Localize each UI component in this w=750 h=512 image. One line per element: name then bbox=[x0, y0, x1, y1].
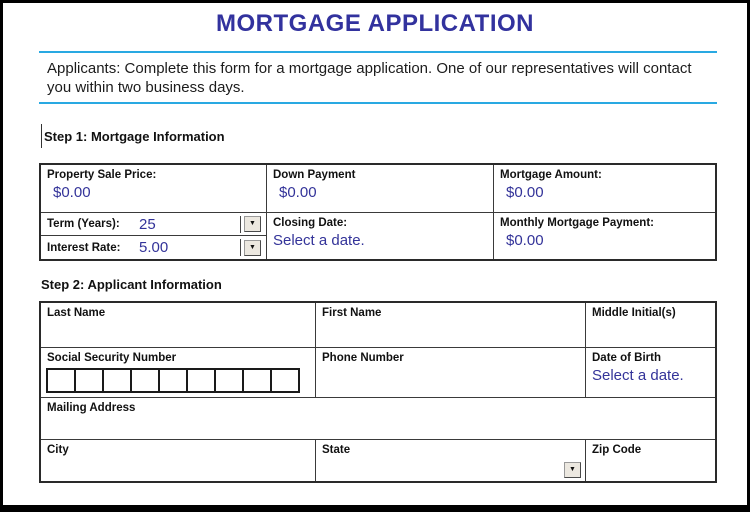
state-label: State bbox=[322, 444, 351, 456]
zip-code-field[interactable] bbox=[585, 439, 715, 481]
ssn-box[interactable] bbox=[46, 368, 76, 393]
ssn-box[interactable] bbox=[214, 368, 244, 393]
monthly-mortgage-payment-label: Monthly Mortgage Payment: bbox=[500, 217, 654, 229]
ssn-box[interactable] bbox=[242, 368, 272, 393]
middle-initials-label: Middle Initial(s) bbox=[592, 307, 676, 319]
ssn-label: Social Security Number bbox=[47, 352, 177, 364]
divider-rule-bottom bbox=[39, 102, 717, 104]
city-field[interactable] bbox=[41, 439, 315, 481]
combo-separator bbox=[240, 216, 241, 233]
step2-heading bbox=[41, 277, 747, 292]
ssn-field bbox=[41, 347, 315, 397]
ssn-box[interactable] bbox=[74, 368, 104, 393]
monthly-mortgage-payment-value[interactable]: $0.00 bbox=[506, 232, 544, 249]
divider-rule-top bbox=[39, 51, 717, 53]
applicant-info-table bbox=[39, 301, 717, 483]
step1-heading bbox=[41, 124, 747, 148]
zip-code-label: Zip Code bbox=[592, 444, 642, 456]
field-mortgage-amount bbox=[493, 165, 715, 212]
property-sale-price-label: Property Sale Price: bbox=[47, 169, 157, 181]
term-years-combo[interactable] bbox=[240, 216, 261, 233]
step2-heading-label: Step 2: Applicant Information bbox=[41, 277, 222, 292]
ssn-box[interactable] bbox=[130, 368, 160, 393]
dropdown-arrow-icon[interactable]: ▼ bbox=[564, 462, 581, 478]
closing-date-label: Closing Date: bbox=[273, 217, 348, 229]
field-closing-date bbox=[266, 212, 493, 259]
state-field[interactable] bbox=[315, 439, 585, 481]
phone-number-field[interactable] bbox=[315, 347, 585, 397]
property-sale-price-value[interactable]: $0.00 bbox=[53, 184, 91, 201]
mortgage-info-table bbox=[39, 163, 717, 261]
date-of-birth-field bbox=[585, 347, 715, 397]
last-name-label: Last Name bbox=[47, 307, 106, 319]
page-title: MORTGAGE APPLICATION bbox=[216, 10, 534, 37]
field-interest-rate bbox=[41, 235, 266, 259]
field-monthly-mortgage-payment bbox=[493, 212, 715, 259]
date-of-birth-value[interactable]: Select a date. bbox=[592, 367, 684, 384]
instructions-text: Applicants: Complete this form for a mortgage application. One of our representatives will contact you within two business days. bbox=[47, 60, 692, 96]
combo-separator bbox=[240, 239, 241, 256]
term-years-value[interactable]: 25 bbox=[139, 215, 156, 233]
ssn-box[interactable] bbox=[270, 368, 300, 393]
first-name-field[interactable] bbox=[315, 303, 585, 347]
field-term-years bbox=[41, 212, 266, 235]
term-years-label: Term (Years): bbox=[47, 218, 120, 230]
interest-rate-combo[interactable] bbox=[240, 239, 261, 256]
ssn-box[interactable] bbox=[186, 368, 216, 393]
dropdown-arrow-icon[interactable]: ▼ bbox=[244, 240, 261, 256]
first-name-label: First Name bbox=[322, 307, 382, 319]
mailing-address-label: Mailing Address bbox=[47, 402, 136, 414]
down-payment-value[interactable]: $0.00 bbox=[279, 184, 317, 201]
dropdown-arrow-icon[interactable]: ▼ bbox=[244, 216, 261, 232]
field-down-payment bbox=[266, 165, 493, 212]
mortgage-amount-value[interactable]: $0.00 bbox=[506, 184, 544, 201]
middle-initials-field[interactable] bbox=[585, 303, 715, 347]
down-payment-label: Down Payment bbox=[273, 169, 356, 181]
last-name-field[interactable] bbox=[41, 303, 315, 347]
ssn-comb bbox=[46, 368, 309, 393]
step1-heading-label: Step 1: Mortgage Information bbox=[44, 128, 225, 144]
ssn-box[interactable] bbox=[102, 368, 132, 393]
ssn-box[interactable] bbox=[158, 368, 188, 393]
mailing-address-field[interactable] bbox=[41, 397, 715, 439]
closing-date-value[interactable]: Select a date. bbox=[273, 232, 365, 249]
field-property-sale-price bbox=[41, 165, 266, 212]
phone-number-label: Phone Number bbox=[322, 352, 404, 364]
interest-rate-label: Interest Rate: bbox=[47, 241, 121, 254]
interest-rate-value[interactable]: 5.00 bbox=[139, 239, 169, 256]
city-label: City bbox=[47, 444, 69, 456]
state-combo[interactable] bbox=[564, 462, 581, 478]
text-caret bbox=[41, 124, 42, 148]
mortgage-amount-label: Mortgage Amount: bbox=[500, 169, 602, 181]
date-of-birth-label: Date of Birth bbox=[592, 352, 661, 364]
